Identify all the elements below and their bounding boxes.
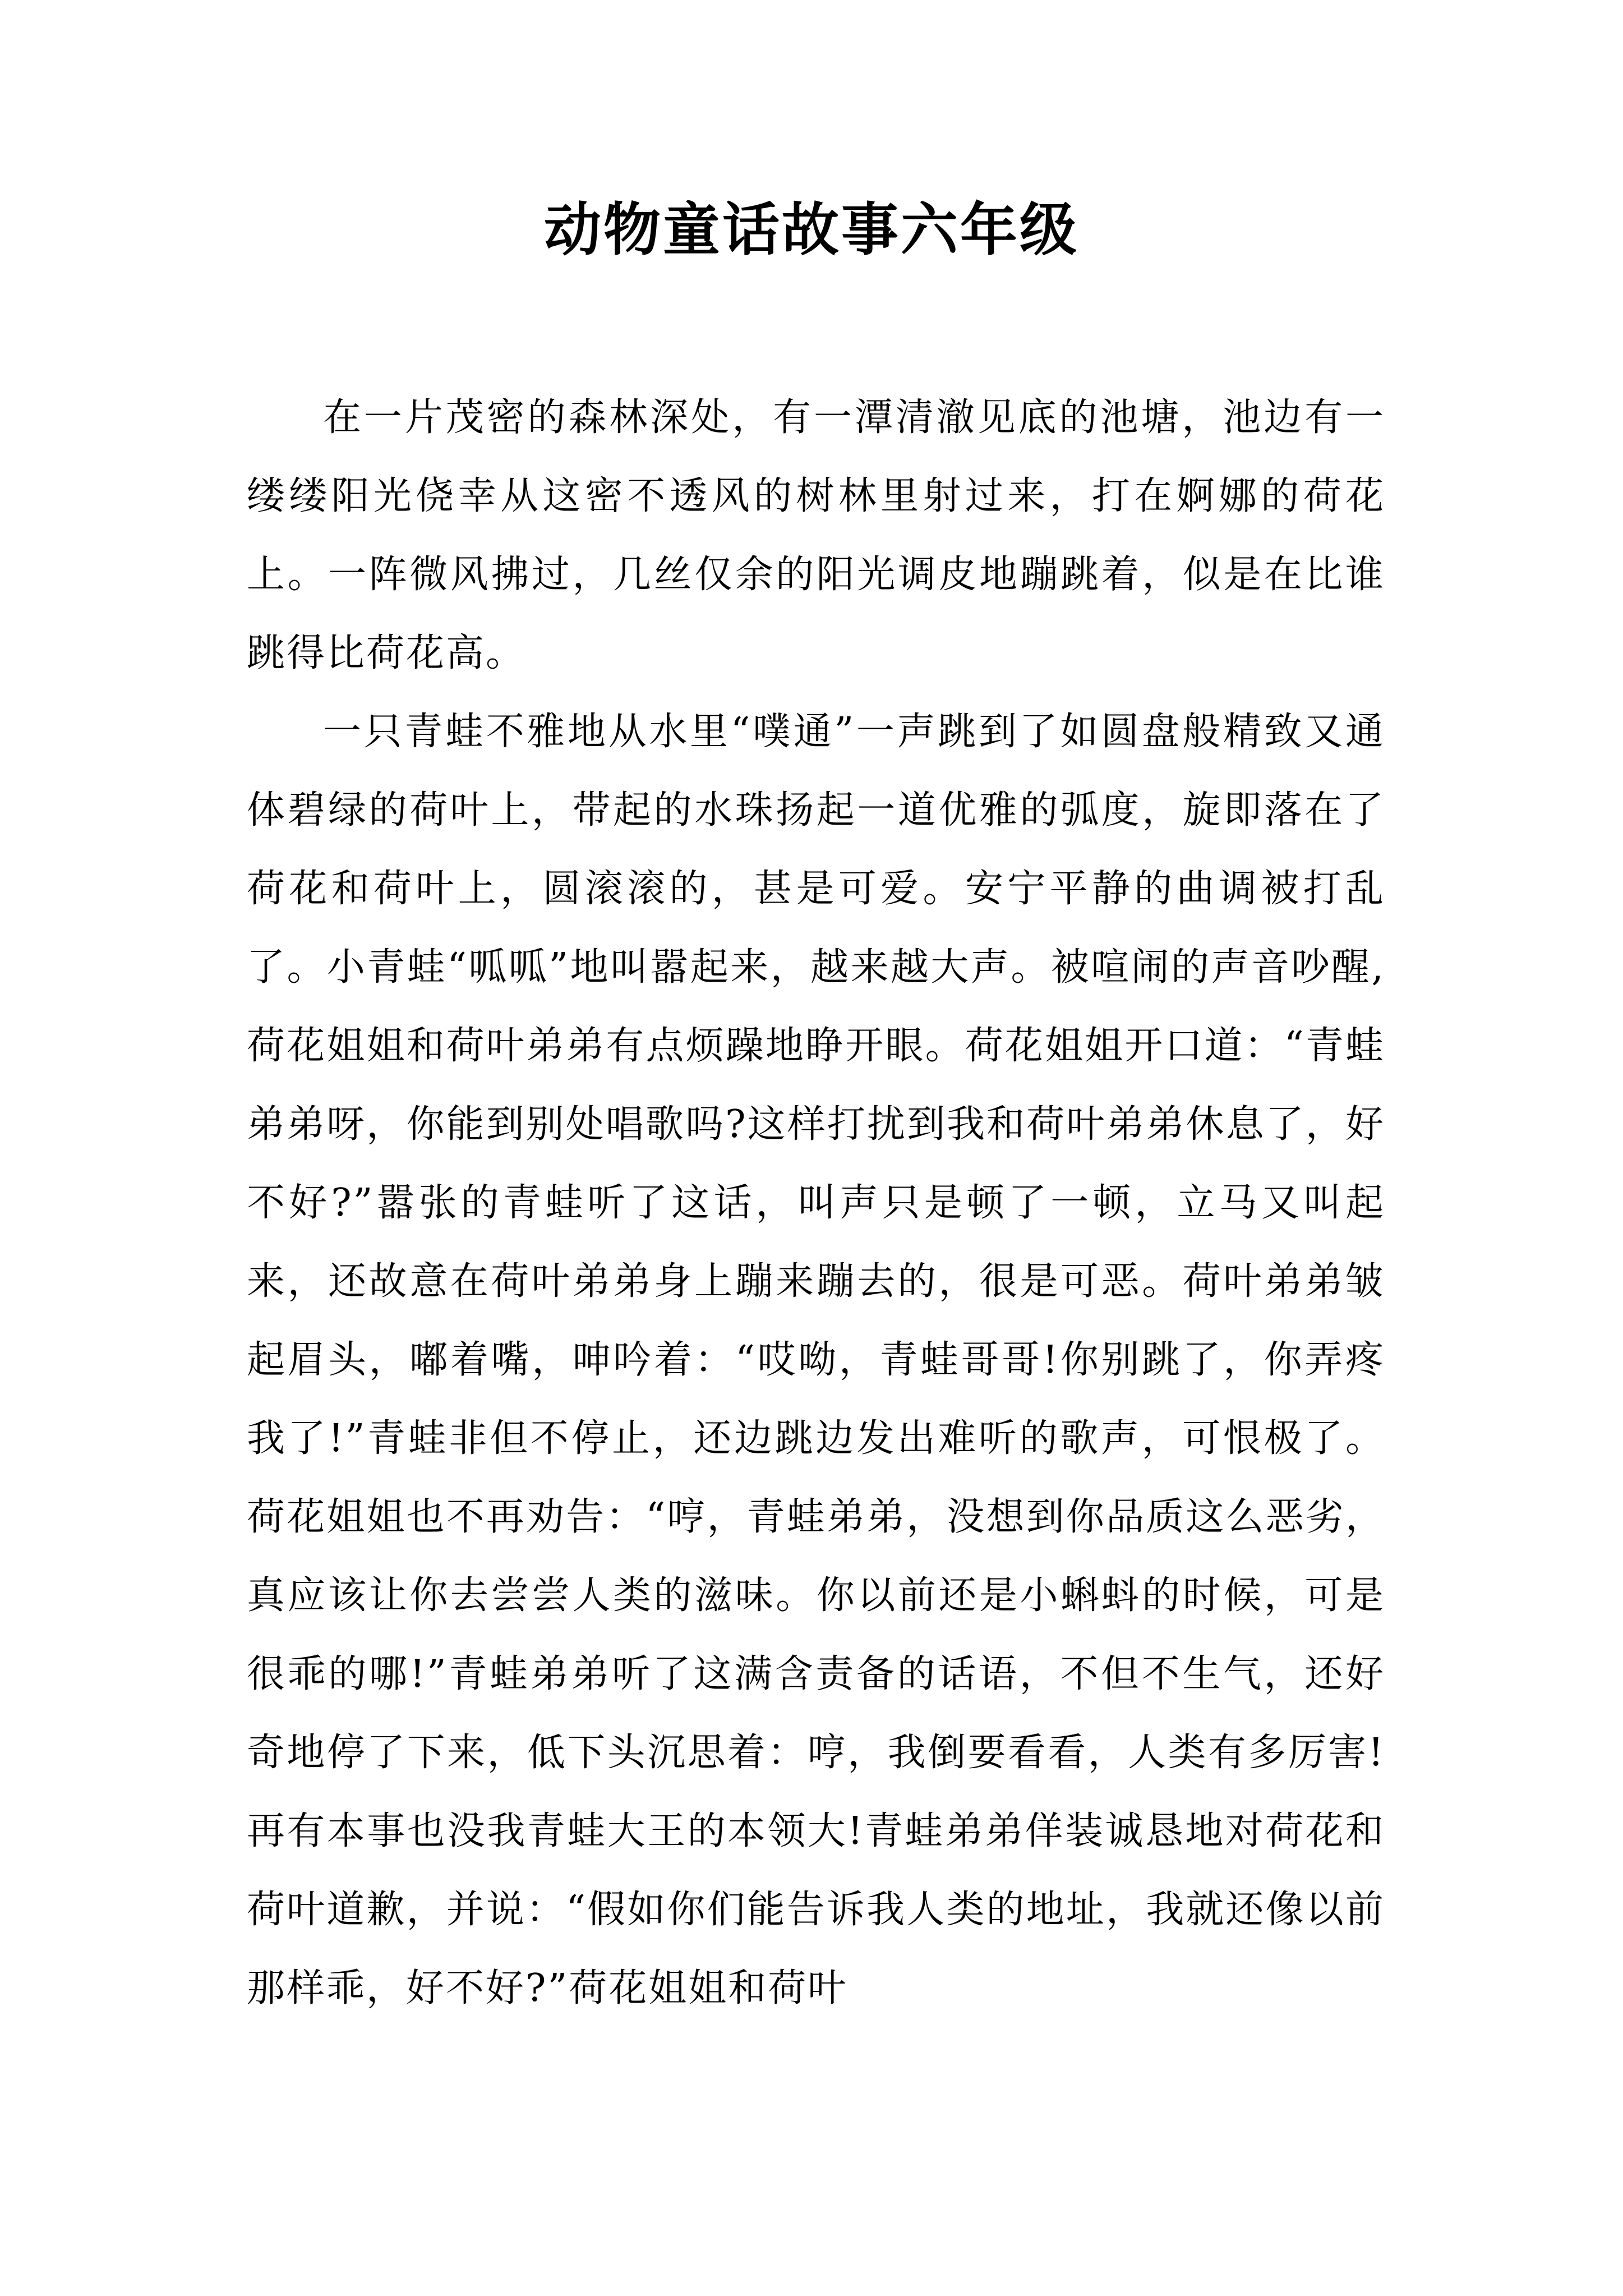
paragraph-1: 在一片茂密的森林深处，有一潭清澈见底的池塘，池边有一缕缕阳光侥幸从这密不透风的树林里射过来，打在婀娜的荷花上。一阵微风拂过，几丝仅余的阳光调皮地蹦跳着，似是在比谁跳得比荷花高。 [247,395,1385,675]
document-body [247,379,1385,2028]
paragraph-2: 一只青蛙不雅地从水里“噗通”一声跳到了如圆盘般精致又通体碧绿的荷叶上，带起的水珠扬起一道优雅的弧度，旋即落在了荷花和荷叶上，圆滚滚的，甚是可爱。安宁平静的曲调被打乱了。小青蛙“呱呱”地叫嚣起来，越来越大声。被喧闹的声音吵醒,荷花姐姐和荷叶弟弟有点烦躁地睁开眼。荷花姐姐开口道：“青蛙弟弟呀，你能到别处唱歌吗?这样打扰到我和荷叶弟弟休息了，好不好?”嚣张的青蛙听了这话，叫声只是顿了一顿，立马又叫起来，还故意在荷叶弟弟身上蹦来蹦去的，很是可恶。荷叶弟弟皱起眉头，嘟着嘴，呻吟着：“哎呦，青蛙哥哥!你别跳了，你弄疼我了!”青蛙非但不停止，还边跳边发出难听的歌声，可恨极了。荷花姐姐也不再劝告：“哼，青蛙弟弟，没想到你品质这么恶劣，真应该让你去尝尝人类的滋味。你以前还是小蝌蚪的时候，可是很乖的哪!”青蛙弟弟听了这满含责备的话语，不但不生气，还好奇地停了下来，低下头沉思着：哼，我倒要看看，人类有多厉害!再有本事也没我青蛙大王的本领大!青蛙弟弟佯装诚恳地对荷花和荷叶道歉，并说：“假如你们能告诉我人类的地址，我就还像以前那样乖，好不好?”荷花姐姐和荷叶 [247,710,1385,2010]
document-title: 动物童话故事六年级 [544,196,1079,264]
